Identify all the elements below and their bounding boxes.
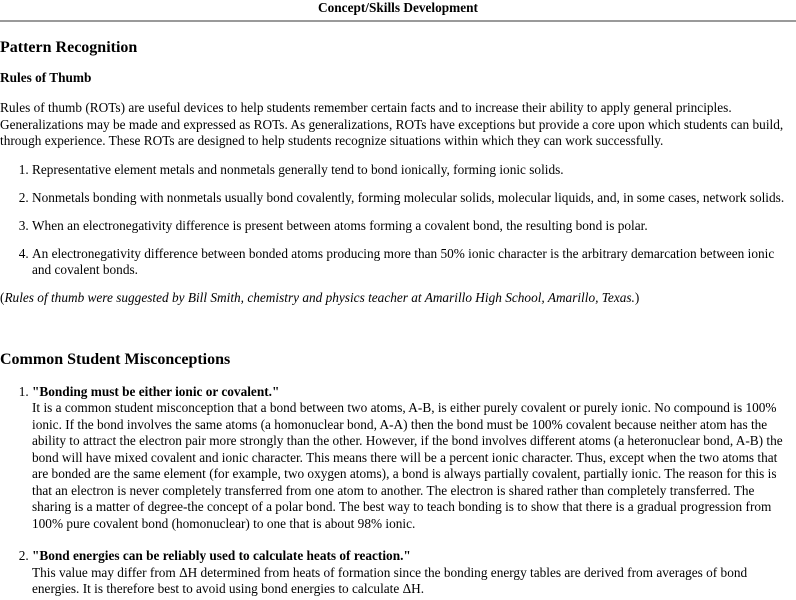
- rule-item: 3. When an electronegativity difference is present between atoms forming a covalent bond, the resulting bond is polar.: [32, 218, 796, 234]
- misconception-claim: 1. "Bonding must be either ionic or covalent.": [32, 383, 280, 399]
- rule-item: 1. Representative element metals and nonmetals generally tend to bond ionically, forming ionic solids.: [32, 162, 796, 178]
- misconception-explanation: This value may differ from ΔH determined from heats of formation since the bonding energy tables are derived from averages of bond energies. It is therefore best to avoid using bond energies to calculate ΔH.: [32, 564, 748, 596]
- page-header: [0, 0, 796, 16]
- credit-note: [0, 290, 796, 306]
- subheading-rules-of-thumb: Rules of Thumb: [0, 70, 92, 85]
- misconception-item: [32, 548, 796, 598]
- page-title: Concept/Skills Development: [318, 0, 478, 15]
- misconception-item: [32, 384, 796, 533]
- misconceptions-section: [0, 350, 796, 598]
- rule-item: 4. An electronegativity difference between bonded atoms producing more than 50% ionic character is the arbitrary demarcation between ionic and covalent bonds.: [32, 246, 796, 278]
- misconception-explanation: It is a common student misconception that a bond between two atoms, A-B, is either purely covalent or purely ionic. No compound is 100% ionic. If the bond involves the same atoms (a homonuclear bond, A-A) then the bond must be 100% covalent because neither atom has the ability to attract the electron pair more strongly than the other. However, if the bond involves different atoms (a heteronuclear bond, A-B) the bond will have mixed covalent and ionic character. This means there will be a percent ionic character. Thus, except when the two atoms that are bonded are the same element (for example, two oxygen atoms), a bond is always partially covalent, partially ionic. The reason for this is that an electron is never completely transferred from one atom to another. The electron is shared rather than completely transferred. The sharing is a matter of degree-the concept of a polar bond. The best way to teach bonding is to show that there is a gradual progression from 100% pure covalent bond (homonuclear) to one that is about 98% ionic.: [32, 400, 783, 531]
- pattern-recognition-section: [0, 38, 796, 306]
- misconception-claim: 2. "Bond energies can be reliably used to calculate heats of reaction.": [32, 548, 411, 563]
- header-divider: [0, 20, 796, 22]
- section-heading-misconceptions: Common Student Misconceptions: [0, 350, 231, 368]
- rules-list: [0, 162, 796, 278]
- credit-close-paren: ): [634, 289, 640, 305]
- credit-text: Rules of thumb were suggested by Bill Smith, chemistry and physics teacher at Amarillo High School, Amarillo, Texas.: [4, 289, 635, 305]
- misconceptions-list: [0, 384, 796, 598]
- intro-paragraph: Rules of thumb (ROTs) are useful devices to help students remember certain facts and to increase their ability to apply general principles. Generalizations may be made and expressed as ROTs. As generalizations, ROTs have exceptions but provide a core upon which students can build, through experience. These ROTs are designed to help students recognize situations within which they can work successfully.: [0, 100, 784, 148]
- rule-item: 2. Nonmetals bonding with nonmetals usually bond covalently, forming molecular solids, molecular liquids, and, in some cases, network solids.: [32, 190, 796, 206]
- credit-open-paren: (: [0, 289, 5, 305]
- section-heading-pattern-recognition: Pattern Recognition: [0, 39, 138, 56]
